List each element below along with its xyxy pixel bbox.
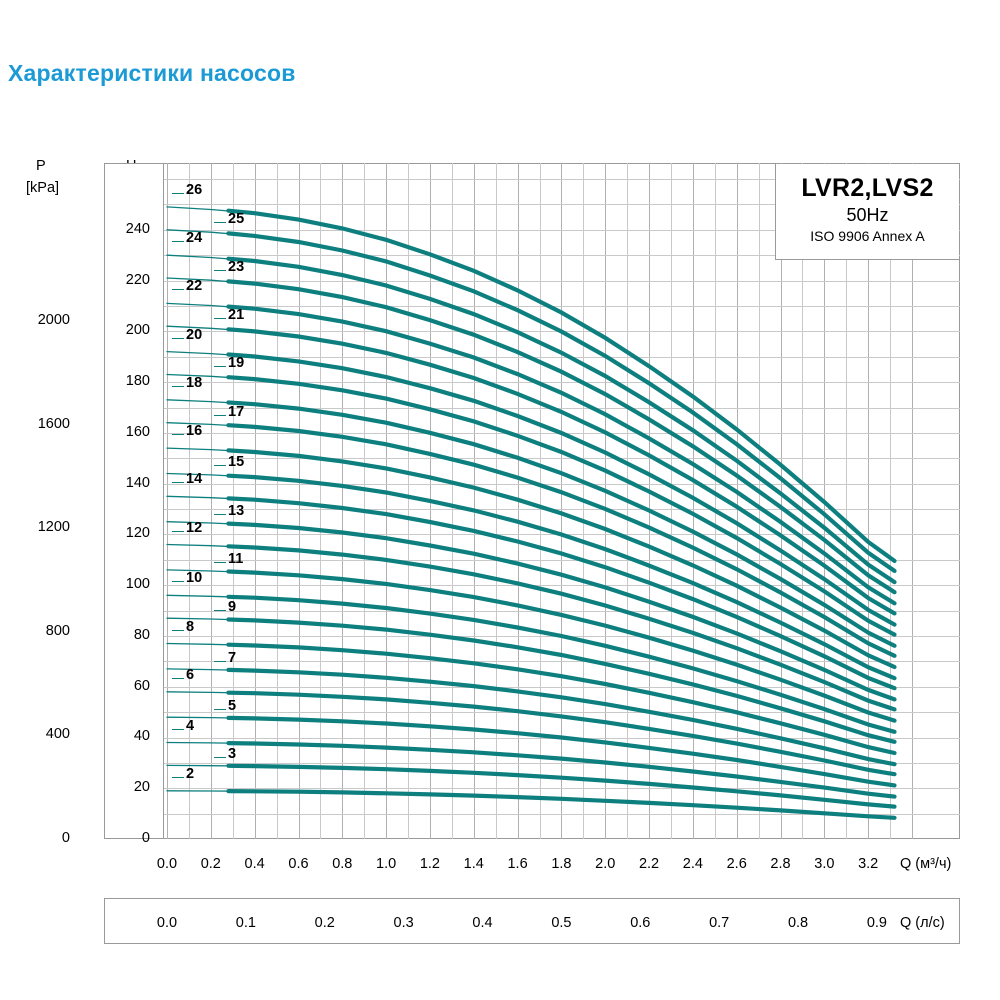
- stage-label-leader: [172, 630, 184, 631]
- h-axis-tick: 180: [125, 373, 150, 390]
- stage-count-label: 14: [186, 471, 203, 488]
- chart-frequency: 50Hz: [846, 205, 889, 225]
- pump-curve-operating: [228, 403, 894, 646]
- stage-count-label: 21: [228, 307, 245, 324]
- stage-count-label: 13: [228, 502, 245, 519]
- stage-label-leader: [214, 514, 226, 515]
- pump-curve: [167, 765, 895, 806]
- stage-label-leader: [172, 581, 184, 582]
- q-axis-tick-secondary: 0.8: [787, 915, 809, 931]
- q-axis-tick: 1.4: [463, 856, 484, 872]
- h-axis-tick: 40: [133, 728, 150, 745]
- stage-label-leader: [214, 222, 226, 223]
- stage-count-label: 17: [228, 403, 245, 420]
- stage-count-label: 15: [228, 454, 245, 471]
- stage-label-leader: [214, 318, 226, 319]
- stage-label-leader: [172, 338, 184, 339]
- stage-count-label: 8: [186, 618, 195, 635]
- h-axis-tick: 240: [125, 220, 150, 237]
- stage-count-label: 19: [228, 355, 245, 372]
- q-axis-tick: 0.2: [200, 856, 221, 872]
- stage-count-label: 20: [186, 326, 203, 343]
- p-axis-tick: 1600: [37, 415, 70, 432]
- stage-count-label: 24: [186, 230, 203, 247]
- pump-curve-operating: [228, 233, 894, 571]
- h-axis-tick: 120: [125, 525, 150, 542]
- h-axis-tick: 80: [133, 626, 150, 643]
- q-axis-tick: 1.0: [376, 856, 397, 872]
- stage-count-label: 22: [186, 278, 203, 295]
- stage-count-label: 23: [228, 259, 245, 275]
- h-axis-tick: 160: [125, 423, 150, 440]
- stage-count-label: 16: [186, 423, 203, 440]
- q-axis-tick: 3.2: [858, 856, 879, 872]
- x-axis-unit-primary: Q (м³/ч): [900, 856, 952, 872]
- stage-count-label: 7: [228, 649, 237, 666]
- q-axis-tick: 2.6: [726, 856, 747, 872]
- q-axis-tick-secondary: 0.4: [472, 915, 493, 931]
- stage-label-leader: [214, 415, 226, 416]
- q-axis-tick-secondary: 0.6: [630, 915, 651, 931]
- page-title: Характеристики насосов: [8, 60, 296, 86]
- axis-label-p: P: [36, 158, 46, 174]
- q-axis-tick: 0.4: [244, 856, 265, 872]
- stage-count-label: 26: [186, 181, 203, 198]
- q-axis-tick-secondary: 0.7: [709, 915, 730, 931]
- h-axis-tick: 200: [125, 322, 150, 339]
- stage-label-leader: [214, 562, 226, 563]
- stage-count-label: 18: [186, 374, 203, 391]
- q-axis-tick-secondary: 0.9: [866, 915, 888, 931]
- stage-count-label: 9: [228, 599, 237, 616]
- stage-label-leader: [172, 386, 184, 387]
- q-axis-tick-secondary: 0.0: [156, 915, 178, 931]
- q-axis-tick: 2.8: [770, 856, 791, 872]
- stage-count-label: 10: [186, 570, 203, 587]
- stage-count-label: 25: [228, 210, 245, 227]
- p-axis-tick: 0: [61, 830, 70, 846]
- pump-curve: [167, 207, 895, 561]
- q-axis-tick: 1.8: [551, 856, 572, 872]
- q-axis-tick: 1.2: [419, 856, 441, 872]
- stage-label-leader: [214, 465, 226, 466]
- x-axis-unit-secondary: Q (л/с): [900, 915, 945, 931]
- q-axis-tick: 0.6: [288, 856, 309, 872]
- q-axis-tick-secondary: 0.1: [235, 915, 256, 931]
- h-axis-tick: 220: [125, 271, 150, 288]
- stage-count-label: 3: [228, 746, 237, 763]
- stage-count-label: 6: [186, 666, 195, 683]
- stage-label-leader: [214, 366, 226, 367]
- stage-count-label: 2: [186, 765, 195, 782]
- h-axis-tick: 140: [125, 474, 150, 491]
- p-axis-tick: 400: [45, 726, 70, 743]
- q-axis-tick: 3.0: [814, 856, 835, 872]
- axis-label-p-unit: [kPa]: [26, 180, 60, 196]
- chart-title-box: [775, 164, 959, 260]
- stage-label-leader: [214, 270, 226, 271]
- q-axis-tick: 0.8: [332, 856, 353, 872]
- stage-count-label: 11: [228, 550, 244, 567]
- stage-label-leader: [172, 531, 184, 532]
- stage-count-label: 4: [186, 717, 195, 734]
- p-axis-tick: 1200: [37, 519, 70, 536]
- stage-label-leader: [172, 289, 184, 290]
- h-axis-tick: 0: [141, 830, 150, 846]
- stage-label-leader: [172, 193, 184, 194]
- p-axis-tick: 2000: [37, 312, 70, 329]
- stage-label-leader: [172, 729, 184, 730]
- chart-standard: ISO 9906 Annex A: [810, 228, 925, 244]
- chart-plot-area: [164, 163, 960, 839]
- q-axis-tick-secondary: 0.2: [314, 915, 335, 931]
- q-axis-tick-secondary: 0.3: [393, 915, 414, 931]
- stage-label-leader: [172, 482, 184, 483]
- h-axis-tick: 100: [125, 576, 150, 593]
- stage-label-leader: [172, 434, 184, 435]
- chart-model-title: LVR2,LVS2: [801, 174, 934, 202]
- stage-label-leader: [214, 610, 226, 611]
- q-axis-tick: 2.4: [682, 856, 703, 872]
- pump-curves: [164, 163, 960, 839]
- q-axis-tick-secondary: 0.5: [551, 915, 572, 931]
- stage-label-leader: [214, 757, 226, 758]
- q-axis-tick: 2.0: [595, 856, 616, 872]
- q-axis-tick: 2.2: [638, 856, 660, 872]
- stage-label-leader: [214, 661, 226, 662]
- h-axis-tick: 60: [133, 677, 150, 694]
- stage-count-label: 12: [186, 519, 203, 536]
- stage-label-leader: [214, 709, 226, 710]
- stage-label-leader: [172, 777, 184, 778]
- pump-curve: [167, 255, 895, 582]
- stage-count-label: 5: [228, 698, 237, 715]
- q-axis-tick: 0.0: [156, 856, 178, 872]
- h-axis-tick: 20: [133, 779, 150, 796]
- pump-curve-operating: [228, 693, 894, 775]
- stage-label-leader: [172, 241, 184, 242]
- stage-label-leader: [172, 678, 184, 679]
- p-axis-tick: 800: [45, 622, 70, 639]
- q-axis-tick: 1.6: [507, 856, 528, 872]
